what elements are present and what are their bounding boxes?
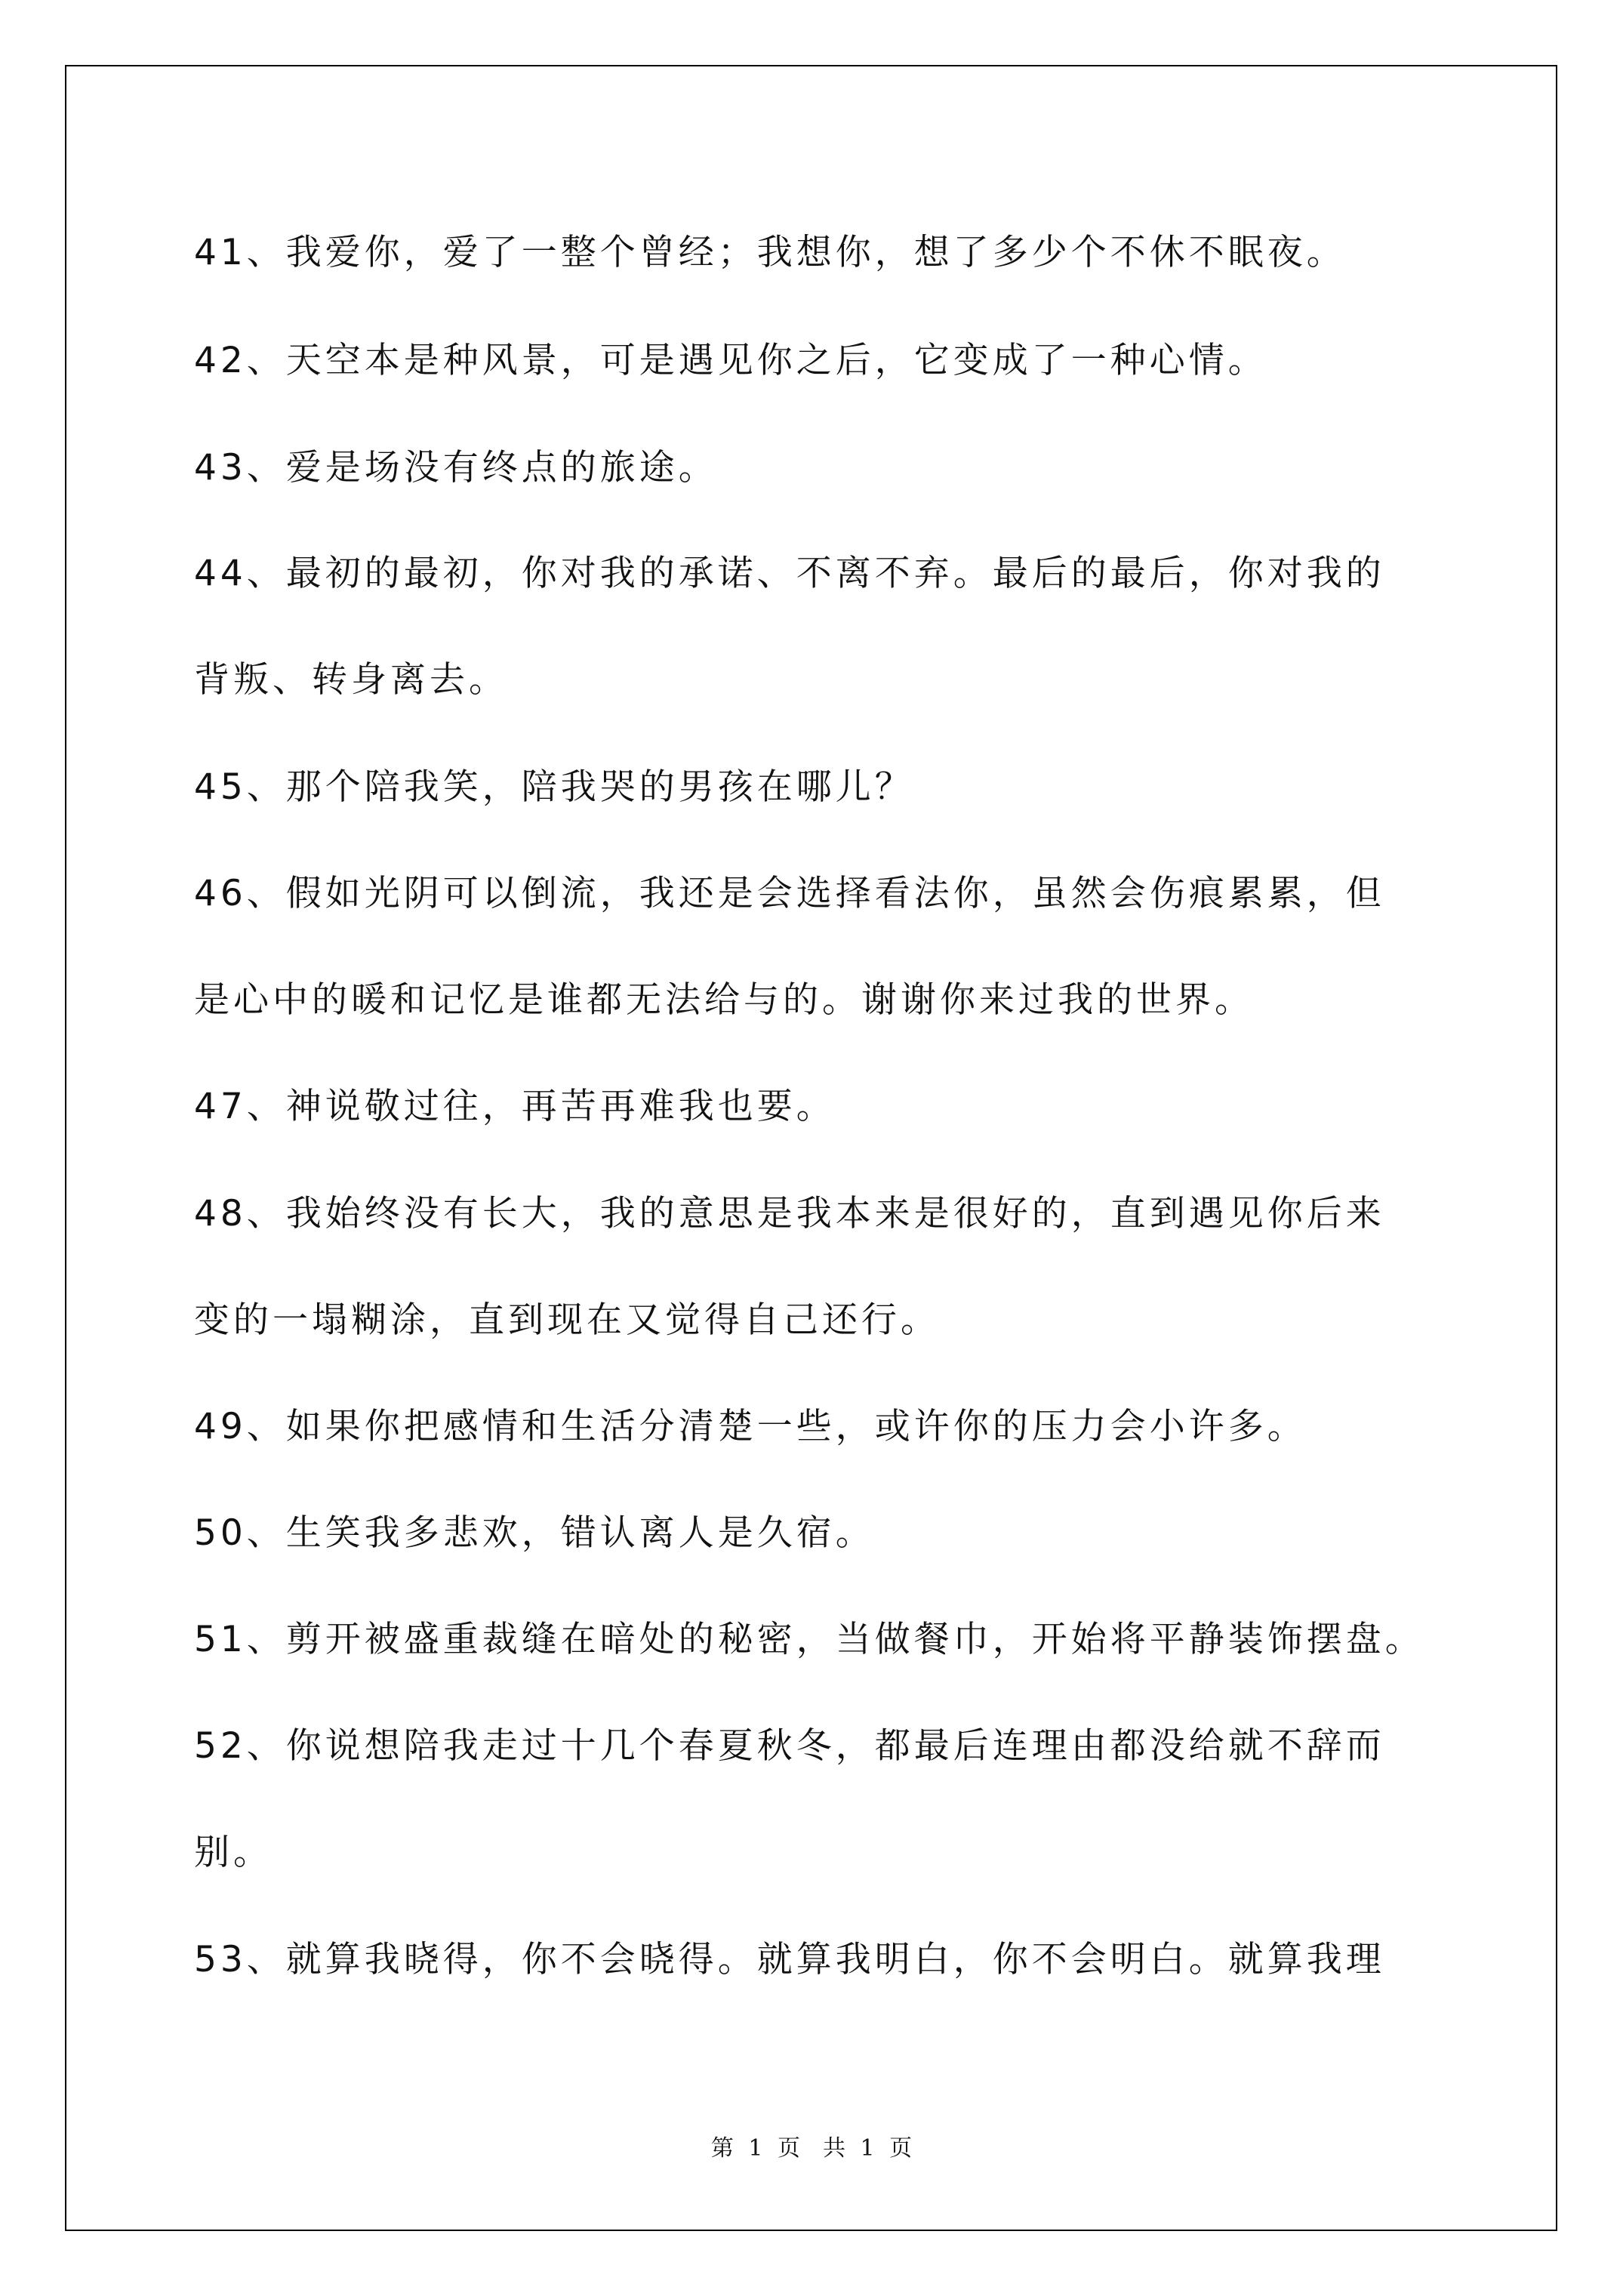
text-line: 49、如果你把感情和生活分清楚一些，或许你的压力会小许多。 (194, 1406, 1307, 1447)
text-line: 51、剪开被盛重裁缝在暗处的秘密，当做餐巾，开始将平静装饰摆盘。 (194, 1619, 1424, 1660)
text-line: 50、生笑我多悲欢，错认离人是久宿。 (194, 1512, 875, 1554)
text-line: 43、爱是场没有终点的旅途。 (194, 447, 718, 488)
text-line: 46、假如光阴可以倒流，我还是会选择看法你，虽然会伤痕累累，但 (194, 873, 1385, 914)
text-line: 是心中的暖和记忆是谁都无法给与的。谢谢你来过我的世界。 (194, 979, 1254, 1021)
text-line: 变的一塌糊涂，直到现在又觉得自己还行。 (194, 1299, 940, 1341)
text-line: 53、就算我晓得，你不会晓得。就算我明白，你不会明白。就算我理 (194, 1939, 1385, 1980)
text-line: 48、我始终没有长大，我的意思是我本来是很好的，直到遇见你后来 (194, 1193, 1385, 1234)
page-footer: 第 1 页 共 1 页 (710, 2135, 913, 2162)
text-line: 44、最初的最初，你对我的承诺、不离不弃。最后的最后，你对我的 (194, 553, 1385, 594)
text-line: 42、天空本是种风景，可是遇见你之后，它变成了一种心情。 (194, 340, 1267, 381)
text-line: 45、那个陪我笑，陪我哭的男孩在哪儿？ (194, 766, 914, 808)
text-line: 别。 (194, 1832, 273, 1873)
text-line: 背叛、转身离去。 (194, 659, 508, 701)
text-line: 52、你说想陪我走过十几个春夏秋冬，都最后连理由都没给就不辞而 (194, 1725, 1385, 1767)
text-line: 47、神说敬过往，再苦再难我也要。 (194, 1086, 836, 1127)
page-border (65, 65, 1557, 2231)
text-line: 41、我爱你，爱了一整个曾经；我想你，想了多少个不休不眠夜。 (194, 232, 1346, 273)
